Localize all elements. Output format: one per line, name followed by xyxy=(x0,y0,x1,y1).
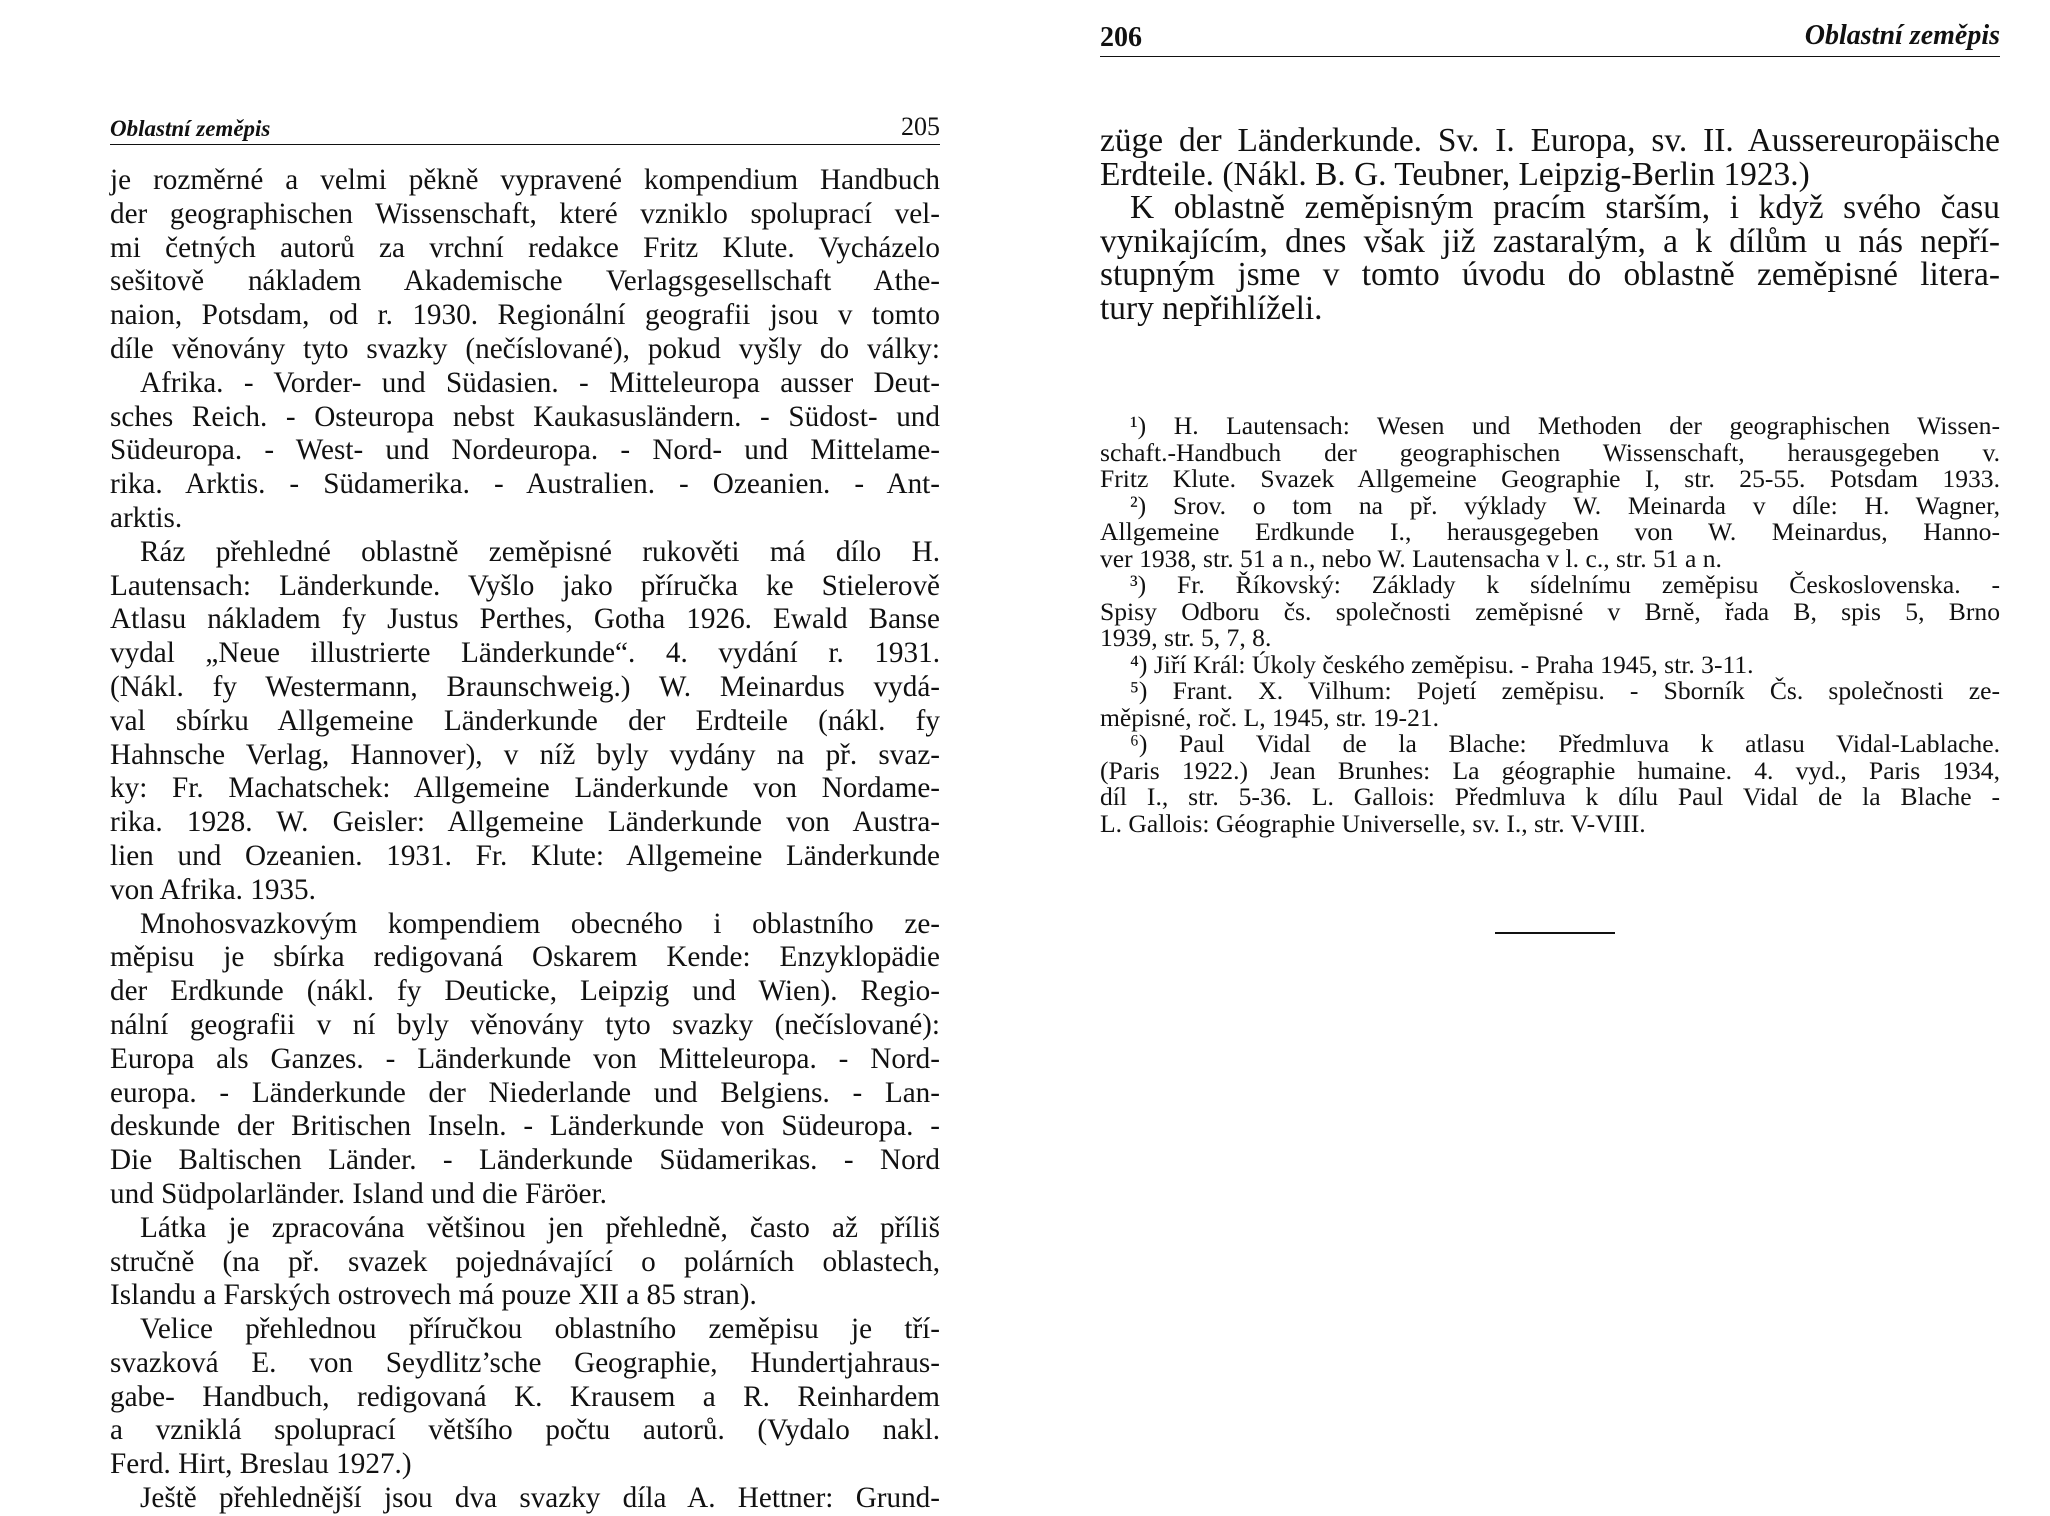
footnote-line: Fritz Klute. Svazek Allgemeine Geographie I, str. 25-55. Potsdam 1933. xyxy=(1100,464,2000,493)
text-line: Südeuropa. - West- und Nordeuropa. - Nord- und Mittelame- xyxy=(110,434,940,467)
left-running-header xyxy=(110,112,940,145)
footnote-line: ³) Fr. Říkovský: Základy k sídelnímu zeměpisu Československa. - xyxy=(1130,570,2000,599)
text-line: stupným jsme v tomto úvodu do oblastně zeměpisné litera- xyxy=(1100,256,2000,294)
text-line: K oblastně zeměpisným pracím starším, i když svého času xyxy=(1130,189,2000,227)
right-running-header xyxy=(1100,20,2000,57)
right-body-text xyxy=(1100,124,2000,326)
text-line: Ještě přehlednější jsou dva svazky díla A. Hettner: Grund- xyxy=(140,1482,940,1515)
text-line: (Nákl. fy Westermann, Braunschweig.) W. Meinardus vydá- xyxy=(110,670,940,703)
text-line: züge der Länderkunde. Sv. I. Europa, sv. II. Aussereuropäische xyxy=(1100,122,2000,159)
text-line: vynikajícím, dnes však již zastaralým, a k dílům u nás nepří- xyxy=(1100,222,2000,260)
right-running-title: Oblastní zeměpis xyxy=(1804,20,2000,51)
text-line: tury nepřihlíželi. xyxy=(1100,289,1323,327)
footnote-line: ver 1938, str. 51 a n., nebo W. Lautensacha v l. c., str. 51 a n. xyxy=(1100,543,1722,573)
footnote-line: (Paris 1922.) Jean Brunhes: La géographie humaine. 4. vyd., Paris 1934, xyxy=(1100,755,2000,785)
footnote-line: schaft.-Handbuch der geographischen Wissenschaft, herausgegeben v. xyxy=(1100,437,2000,467)
text-line: naion, Potsdam, od r. 1930. Regionální geografii jsou v tomto xyxy=(110,299,940,332)
text-line: der geographischen Wissenschaft, které vzniklo spoluprací vel- xyxy=(110,197,940,230)
text-line: Hahnsche Verlag, Hannover), v níž byly vydány na př. svaz- xyxy=(110,738,940,771)
text-line: lien und Ozeanien. 1931. Fr. Klute: Allgemeine Länderkunde xyxy=(110,839,940,872)
footnote-line: ²) Srov. o tom na př. výklady W. Meinarda v díle: H. Wagner, xyxy=(1130,490,2000,520)
text-line: a vzniklá spoluprací většího počtu autorů. (Vydalo nakl. xyxy=(110,1414,940,1447)
end-rule xyxy=(1495,932,1615,934)
text-line: von Afrika. 1935. xyxy=(110,873,316,906)
text-line: ky: Fr. Machatschek: Allgemeine Länderkunde von Nordame- xyxy=(110,772,940,805)
text-line: arktis. xyxy=(110,501,183,534)
footnote-line: Spisy Odboru čs. společnosti zeměpisné v Brně, řada B, spis 5, Brno xyxy=(1100,596,2000,626)
text-line: nální geografii v ní byly věnovány tyto svazky (nečíslované): xyxy=(110,1008,940,1041)
text-line: díle věnovány tyto svazky (nečíslované), pokud vyšly do války: xyxy=(110,332,940,365)
footnote-line: měpisné, roč. L, 1945, str. 19-21. xyxy=(1100,702,1440,732)
text-line: Europa als Ganzes. - Länderkunde von Mitteleuropa. - Nord- xyxy=(110,1042,940,1075)
right-page-number: 206 xyxy=(1100,22,1142,53)
left-running-title: Oblastní zeměpis xyxy=(110,116,271,141)
text-line: deskunde der Britischen Inseln. - Länderkunde von Südeuropa. - xyxy=(110,1110,940,1143)
text-line: Ferd. Hirt, Breslau 1927.) xyxy=(110,1448,412,1481)
text-line: Látka je zpracována většinou jen přehledně, často až příliš xyxy=(140,1211,940,1244)
text-line: stručně (na př. svazek pojednávající o polárních oblastech, xyxy=(110,1245,940,1278)
text-line: měpisu je sbírka redigovaná Oskarem Kende: Enzyklopädie xyxy=(110,941,940,974)
text-line: Islandu a Farských ostrovech má pouze XII a 85 stran). xyxy=(110,1279,757,1312)
footnote-line: ⁴) Jiří Král: Úkoly českého zeměpisu. - Praha 1945, str. 3-11. xyxy=(1130,649,1754,679)
text-line: Atlasu nákladem fy Justus Perthes, Gotha 1926. Ewald Banse xyxy=(110,603,940,636)
text-line: Mnohosvazkovým kompendiem obecného i oblastního ze- xyxy=(140,907,940,940)
text-line: und Südpolarländer. Island und die Färöer. xyxy=(110,1177,607,1210)
text-line: rika. 1928. W. Geisler: Allgemeine Länderkunde von Austra- xyxy=(110,806,940,839)
footnotes xyxy=(1100,413,2000,837)
text-line: mi četných autorů za vrchní redakce Fritz Klute. Vycházelo xyxy=(110,231,940,264)
text-line: Ráz přehledné oblastně zeměpisné rukověti má dílo H. xyxy=(140,535,940,568)
footnote-line: díl I., str. 5-36. L. Gallois: Předmluva k dílu Paul Vidal de la Blache - xyxy=(1100,782,2000,811)
text-line: je rozměrné a velmi pěkně vypravené kompendium Handbuch xyxy=(110,164,940,196)
left-body-text xyxy=(110,164,940,1516)
footnote-line: ⁵) Frant. X. Vilhum: Pojetí zeměpisu. - Sborník Čs. společnosti ze- xyxy=(1130,676,2000,705)
footnote-line: 1939, str. 5, 7, 8. xyxy=(1100,623,1272,652)
footnote-line: ⁶) Paul Vidal de la Blache: Předmluva k atlasu Vidal-Lablache. xyxy=(1130,729,2000,758)
text-line: sches Reich. - Osteuropa nebst Kaukasusländern. - Südost- und xyxy=(110,400,940,433)
text-line: Afrika. - Vorder- und Südasien. - Mitteleuropa ausser Deut- xyxy=(140,366,940,399)
text-line: val sbírku Allgemeine Länderkunde der Erdteile (nákl. fy xyxy=(110,704,940,737)
footnote-line: Allgemeine Erdkunde I., herausgegeben von W. Meinardus, Hanno- xyxy=(1100,517,2000,546)
text-line: sešitově nákladem Akademische Verlagsgesellschaft Athe- xyxy=(110,265,940,298)
text-line: Die Baltischen Länder. - Länderkunde Südamerikas. - Nord xyxy=(110,1144,940,1177)
text-line: rika. Arktis. - Südamerika. - Australien. - Ozeanien. - Ant- xyxy=(110,468,940,501)
text-line: der Erdkunde (nákl. fy Deuticke, Leipzig und Wien). Regio- xyxy=(110,975,940,1008)
footnote-line: L. Gallois: Géographie Universelle, sv. I., str. V-VIII. xyxy=(1100,808,1646,838)
text-line: Erdteile. (Nákl. B. G. Teubner, Leipzig-Berlin 1923.) xyxy=(1100,155,1810,193)
footnote-line: ¹) H. Lautensach: Wesen und Methoden der geographischen Wissen- xyxy=(1130,411,2000,440)
text-line: vydal „Neue illustrierte Länderkunde“. 4. vydání r. 1931. xyxy=(110,637,940,670)
text-line: svazková E. von Seydlitz’sche Geographie, Hundertjahraus- xyxy=(110,1346,940,1379)
text-line: europa. - Länderkunde der Niederlande und Belgiens. - Lan- xyxy=(110,1076,940,1109)
text-line: Velice přehlednou příručkou oblastního zeměpisu je tří- xyxy=(140,1313,940,1346)
text-line: Lautensach: Länderkunde. Vyšlo jako příručka ke Stielerově xyxy=(110,569,940,602)
text-line: gabe- Handbuch, redigovaná K. Krausem a R. Reinhardem xyxy=(110,1380,940,1413)
left-page-number: 205 xyxy=(901,112,940,141)
